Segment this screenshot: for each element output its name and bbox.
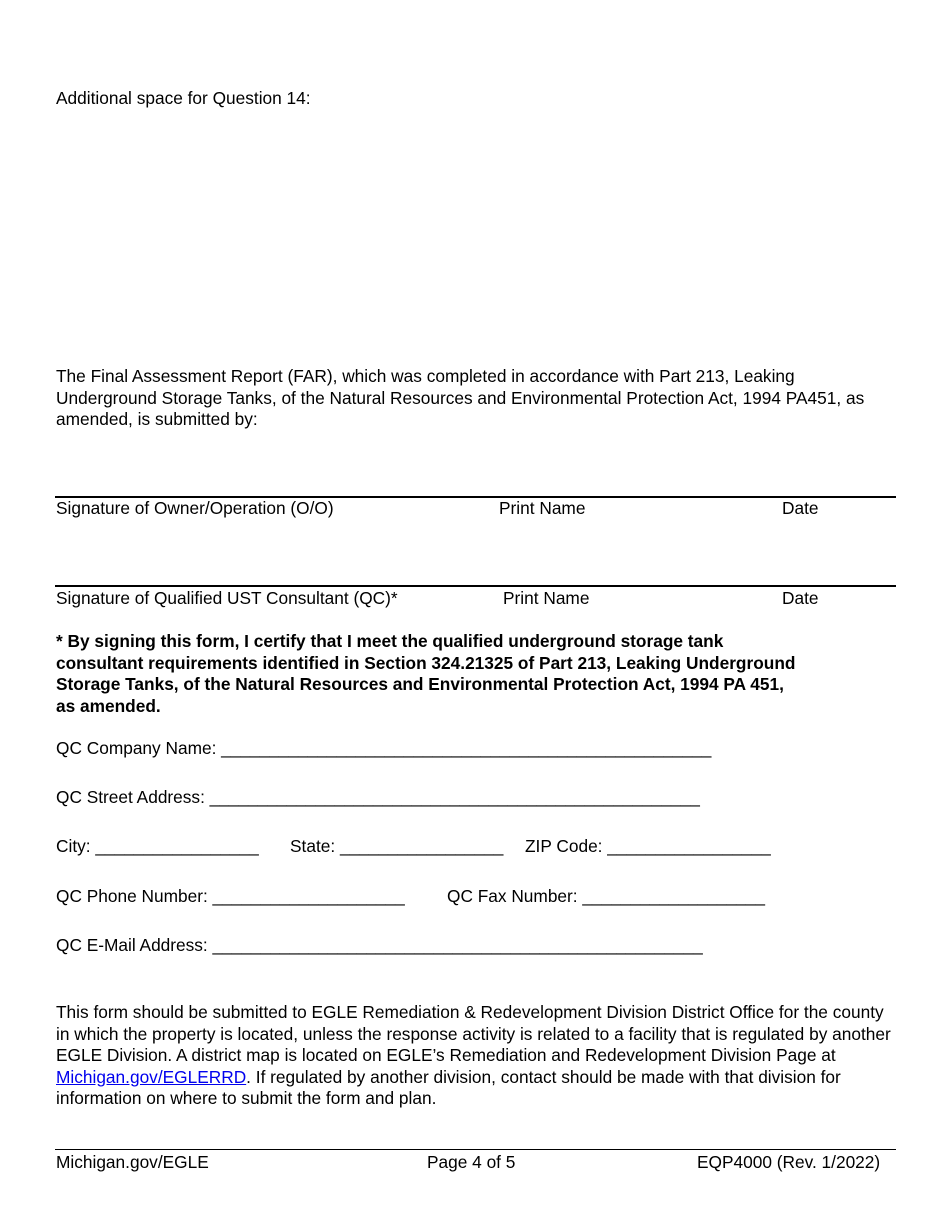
- zip-code-field[interactable]: ZIP Code: _________________: [525, 836, 771, 856]
- consultant-signature-label: Signature of Qualified UST Consultant (QC)*: [56, 588, 398, 608]
- submission-statement: The Final Assessment Report (FAR), which was completed in accordance with Part 213, Leaking Underground Storage Tanks, of the Natural Resources and Environmental Protection Act, 1994 PA451, as amended, is submitted by:: [56, 366, 865, 429]
- qc-company-name-field[interactable]: QC Company Name: ___________________________________________________: [56, 738, 712, 758]
- consultant-print-name-label: Print Name: [503, 588, 590, 608]
- footer-website: Michigan.gov/EGLE: [56, 1152, 209, 1172]
- footer-page-number: Page 4 of 5: [427, 1152, 516, 1172]
- eglerrd-link[interactable]: Michigan.gov/EGLERRD: [56, 1066, 247, 1087]
- qc-email-field[interactable]: QC E-Mail Address: ___________________________________________________: [56, 935, 703, 955]
- consultant-signature-line[interactable]: [55, 585, 896, 587]
- submission-text-before-link: This form should be submitted to EGLE Remediation & Redevelopment Division District Office for the county in which the property is located, unless the response activity is related to a facility that is regulated by another EGLE Division. A district map is located on EGLE’s Remediation and Redevelopment Division Page at: [56, 1002, 891, 1065]
- owner-signature-label: Signature of Owner/Operation (O/O): [56, 498, 334, 518]
- consultant-date-label: Date: [782, 588, 819, 608]
- qc-phone-field[interactable]: QC Phone Number: ____________________: [56, 886, 405, 906]
- qc-fax-field[interactable]: QC Fax Number: ___________________: [447, 886, 766, 906]
- city-field[interactable]: City: _________________: [56, 836, 259, 856]
- submission-text-after-link: . If regulated by another division, contact should be made with that division for information on where to submit the form and plan.: [56, 1066, 841, 1108]
- state-field[interactable]: State: _________________: [290, 836, 504, 856]
- additional-space-label: Additional space for Question 14:: [56, 88, 311, 108]
- owner-print-name-label: Print Name: [499, 498, 586, 518]
- footer-divider: [55, 1149, 896, 1150]
- footer-form-id: EQP4000 (Rev. 1/2022): [697, 1152, 881, 1172]
- qc-street-address-field[interactable]: QC Street Address: ___________________________________________________: [56, 787, 700, 807]
- certification-statement: * By signing this form, I certify that I meet the qualified underground storage tank consultant requirements identified in Section 324.21325 of Part 213, Leaking Underground Storage Tanks, of the Natural Resources and Environmental Protection Act, 1994 PA 451, as amended.: [56, 631, 796, 716]
- owner-date-label: Date: [782, 498, 819, 518]
- submission-instructions: [56, 1002, 896, 1110]
